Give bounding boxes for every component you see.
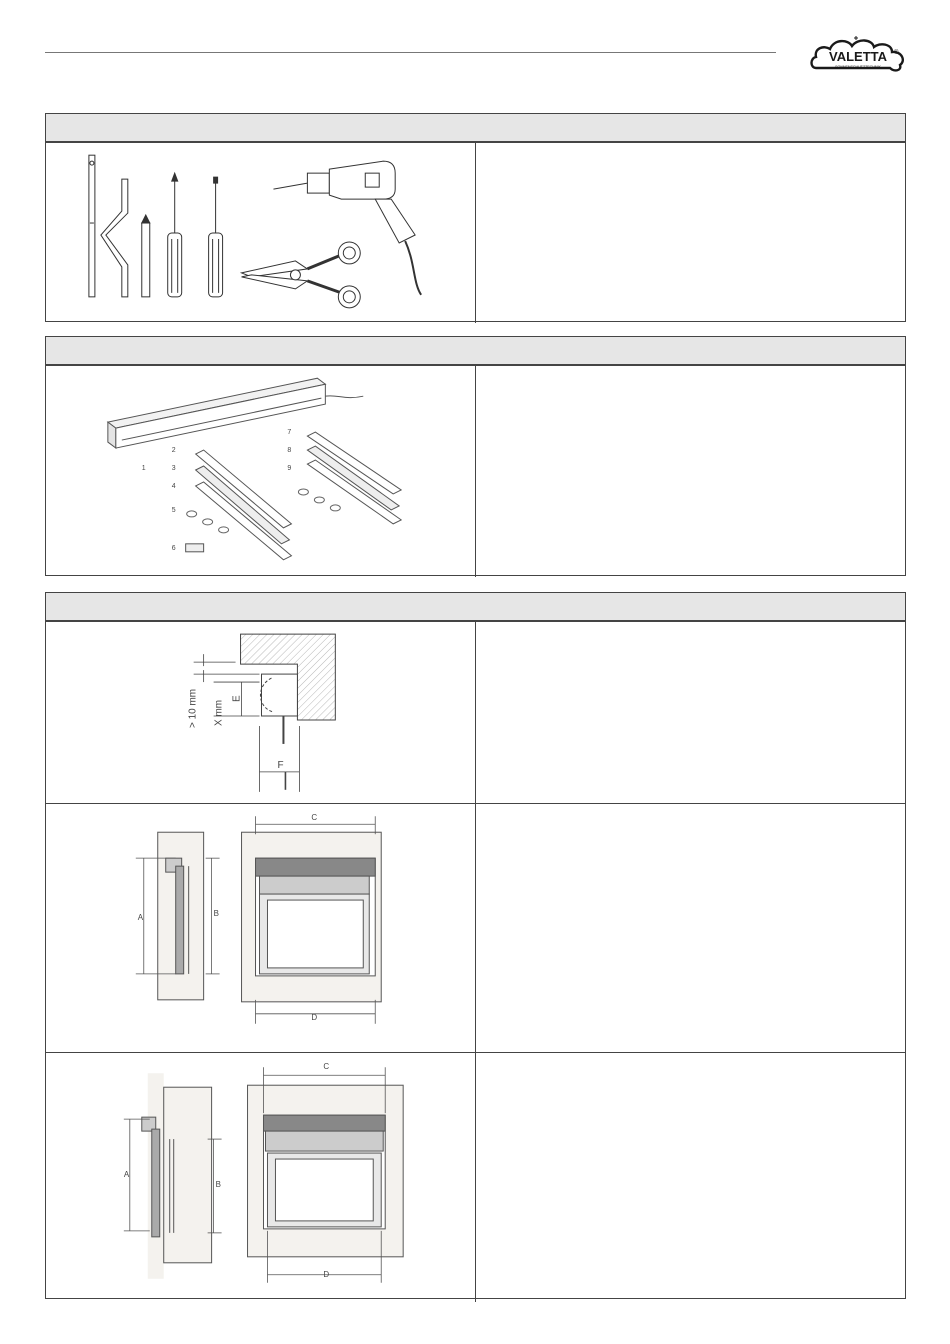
callout-label: 3: [171, 465, 176, 473]
spirit-level-icon: [89, 155, 95, 297]
f-dim-label: F: [277, 759, 284, 771]
d-dim-label: D: [323, 1269, 330, 1279]
callout-label: 2: [171, 447, 176, 455]
parts-illustration: [46, 366, 476, 577]
tools-text-cell: [476, 143, 905, 323]
screwdriver-icon: [168, 173, 182, 297]
section-header: [46, 114, 905, 142]
section-header: [46, 337, 905, 365]
dimensions-text-cell-2: [476, 1053, 905, 1302]
parts-row: [46, 365, 905, 577]
callout-label: 1: [141, 465, 146, 473]
tools-section: [45, 113, 906, 322]
clearance-text-cell: [476, 622, 905, 803]
callout-label: 7: [287, 429, 292, 437]
a-dim-label: A: [137, 913, 144, 923]
dimensions-row-2: [46, 1052, 905, 1302]
e-dim-label: E: [231, 695, 243, 703]
logo-tagline: SONNENSCHUTZTECHNIK: [835, 65, 881, 69]
b-dim-label: B: [215, 1179, 221, 1189]
pliers-icon: [242, 242, 361, 308]
side-section-icon: [142, 1073, 212, 1279]
callout-label: 8: [287, 447, 292, 455]
callout-label: 6: [171, 544, 176, 552]
clearance-illustration: [46, 622, 476, 803]
screwdriver-icon: [209, 177, 223, 297]
d-dim-label: D: [311, 1012, 318, 1022]
min-clearance-label: > 10 mm: [187, 688, 199, 728]
parts-section: [45, 336, 906, 576]
clearance-row: [46, 621, 905, 803]
logo-registered: ®: [894, 50, 899, 56]
dimensions-illustration-2: [46, 1053, 476, 1302]
window-front-icon: [242, 832, 382, 1002]
guide-rail-icon: [307, 432, 401, 524]
measurement-section: [45, 592, 906, 1299]
valetta-logo: [808, 30, 908, 76]
dimensions-illustration-1: [46, 804, 476, 1052]
section-header: [46, 593, 905, 621]
b-dim-label: B: [213, 909, 219, 919]
window-front-icon: [248, 1085, 404, 1257]
shutter-box-icon: [108, 378, 363, 448]
pencil-icon: [142, 215, 150, 297]
folding-rule-icon: [101, 179, 128, 297]
x-mm-label: X mm: [213, 699, 225, 726]
header-rule: [45, 52, 776, 53]
c-dim-label: C: [311, 813, 318, 823]
tools-illustration: [46, 143, 476, 323]
callout-label: 5: [171, 506, 176, 514]
callout-label: 4: [171, 482, 176, 490]
c-dim-label: C: [323, 1062, 330, 1072]
bracket-icon: [186, 544, 204, 552]
parts-text-cell: [476, 366, 905, 577]
dimensions-text-cell-1: [476, 804, 905, 1052]
logo-text: VALETTA: [828, 49, 888, 64]
tools-row: [46, 142, 905, 323]
callout-label: 9: [287, 465, 292, 473]
guide-rail-icon: [196, 450, 292, 560]
side-section-icon: [158, 832, 204, 1000]
dimensions-row-1: [46, 803, 905, 1052]
shutter-box-icon: [260, 674, 297, 744]
a-dim-label: A: [123, 1170, 130, 1180]
